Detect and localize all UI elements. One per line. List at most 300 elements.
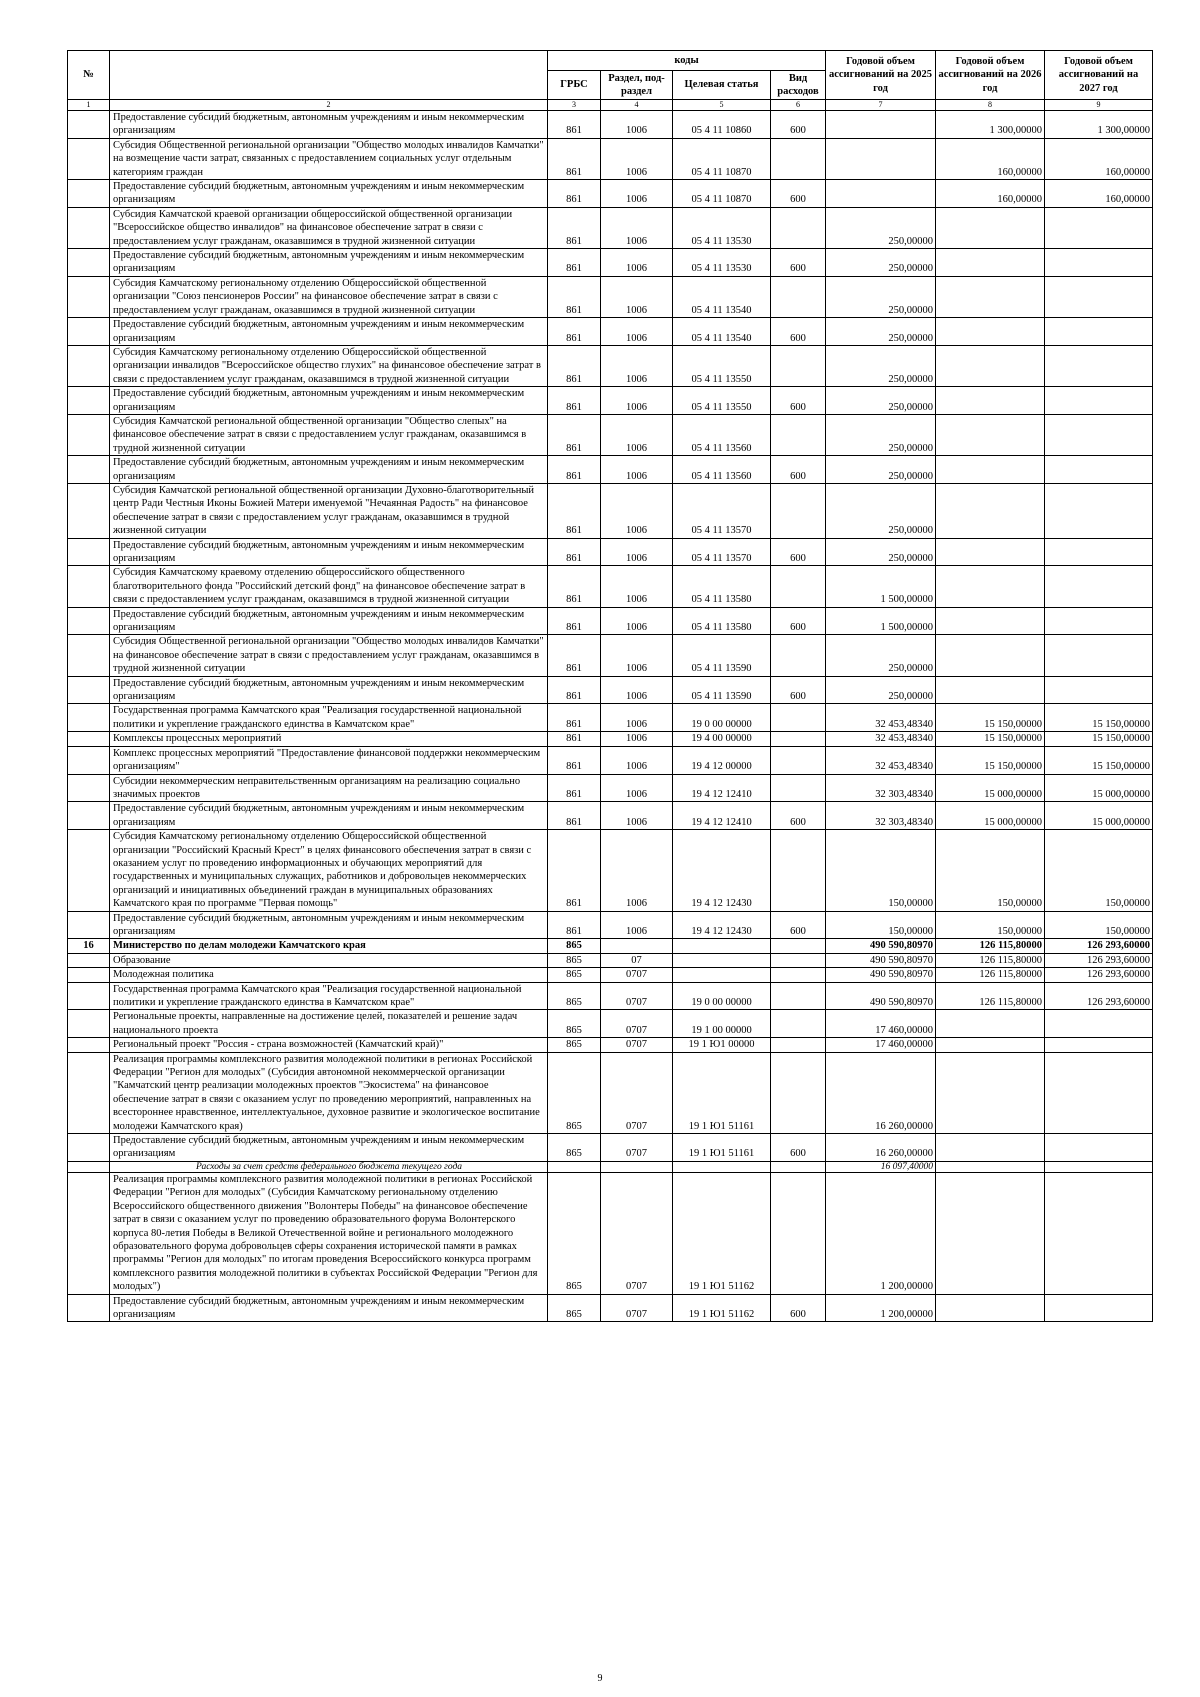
row-name: Предоставление субсидий бюджетным, автономным учреждениям и иным некоммерческим организациям: [110, 676, 548, 704]
header-codes: коды: [548, 51, 826, 71]
row-celevaya: [673, 939, 771, 953]
table-row: [68, 387, 1153, 415]
col-index-9: 9: [1045, 100, 1153, 111]
row-amount-2027: 150,00000: [1045, 830, 1153, 911]
row-name: Государственная программа Камчатского края "Реализация государственной национальной политики и укрепление гражданского единства в Камчатском крае": [110, 704, 548, 732]
row-number: [68, 249, 110, 277]
row-number: [68, 345, 110, 386]
row-amount-2026: [936, 1172, 1045, 1294]
row-name: Предоставление субсидий бюджетным, автономным учреждениям и иным некоммерческим организациям: [110, 111, 548, 139]
row-celevaya: 05 4 11 13590: [673, 635, 771, 676]
row-grbs: 865: [548, 1052, 601, 1133]
row-number: 16: [68, 939, 110, 953]
row-razdel: [601, 1161, 673, 1172]
row-amount-2025: 16 260,00000: [826, 1052, 936, 1133]
row-amount-2027: [1045, 387, 1153, 415]
row-amount-2025: 250,00000: [826, 414, 936, 455]
row-number: [68, 982, 110, 1010]
row-celevaya: [673, 968, 771, 982]
row-amount-2027: [1045, 676, 1153, 704]
row-amount-2027: 15 150,00000: [1045, 732, 1153, 746]
row-vid: 600: [771, 676, 826, 704]
row-razdel: 0707: [601, 1038, 673, 1052]
row-amount-2027: [1045, 249, 1153, 277]
row-grbs: 861: [548, 111, 601, 139]
table-row: [68, 635, 1153, 676]
row-amount-2027: [1045, 276, 1153, 317]
row-amount-2027: 126 293,60000: [1045, 968, 1153, 982]
row-vid: [771, 732, 826, 746]
row-grbs: [548, 1161, 601, 1172]
table-row: [68, 607, 1153, 635]
row-amount-2025: 250,00000: [826, 483, 936, 538]
row-vid: [771, 953, 826, 967]
header-2025: Годовой объем ассигнований на 2025 год: [826, 51, 936, 100]
row-razdel: 1006: [601, 774, 673, 802]
table-row: [68, 830, 1153, 911]
row-amount-2025: 250,00000: [826, 249, 936, 277]
col-index-8: 8: [936, 100, 1045, 111]
row-name: Государственная программа Камчатского края "Реализация государственной национальной политики и укрепление гражданского единства в Камчатском крае": [110, 982, 548, 1010]
row-number: [68, 968, 110, 982]
row-amount-2025: 1 500,00000: [826, 607, 936, 635]
row-amount-2027: [1045, 1052, 1153, 1133]
row-name: Комплекс процессных мероприятий "Предоставление финансовой поддержки некоммерческим организациям": [110, 746, 548, 774]
row-amount-2027: 150,00000: [1045, 911, 1153, 939]
row-amount-2027: [1045, 414, 1153, 455]
row-grbs: 861: [548, 456, 601, 484]
row-amount-2027: [1045, 538, 1153, 566]
row-razdel: 1006: [601, 456, 673, 484]
row-vid: 600: [771, 1134, 826, 1162]
row-celevaya: 05 4 11 10870: [673, 180, 771, 208]
row-number: [68, 802, 110, 830]
row-amount-2026: [936, 1294, 1045, 1322]
header-number: №: [68, 51, 110, 100]
row-grbs: 861: [548, 207, 601, 248]
table-row: [68, 249, 1153, 277]
row-vid: 600: [771, 607, 826, 635]
row-amount-2026: [936, 635, 1045, 676]
row-amount-2027: [1045, 566, 1153, 607]
table-row: [68, 138, 1153, 179]
row-celevaya: 19 4 00 00000: [673, 732, 771, 746]
row-celevaya: 19 1 Ю1 51162: [673, 1172, 771, 1294]
row-razdel: 07: [601, 953, 673, 967]
col-index-3: 3: [548, 100, 601, 111]
table-row: [68, 566, 1153, 607]
row-grbs: 861: [548, 345, 601, 386]
row-number: [68, 676, 110, 704]
row-number: [68, 746, 110, 774]
row-vid: 600: [771, 180, 826, 208]
row-celevaya: 05 4 11 13530: [673, 207, 771, 248]
row-amount-2026: [936, 456, 1045, 484]
row-razdel: 1006: [601, 345, 673, 386]
row-celevaya: 19 4 12 12430: [673, 911, 771, 939]
row-vid: [771, 138, 826, 179]
row-razdel: 1006: [601, 414, 673, 455]
row-amount-2025: 250,00000: [826, 387, 936, 415]
table-row: [68, 276, 1153, 317]
row-vid: [771, 207, 826, 248]
header-grbs: ГРБС: [548, 71, 601, 100]
row-razdel: 0707: [601, 1172, 673, 1294]
row-amount-2025: 16 260,00000: [826, 1134, 936, 1162]
row-grbs: 861: [548, 276, 601, 317]
table-row: [68, 1010, 1153, 1038]
row-grbs: 865: [548, 953, 601, 967]
row-grbs: 865: [548, 982, 601, 1010]
col-index-5: 5: [673, 100, 771, 111]
row-amount-2025: 250,00000: [826, 538, 936, 566]
row-vid: 600: [771, 911, 826, 939]
row-vid: 600: [771, 456, 826, 484]
row-amount-2025: 250,00000: [826, 207, 936, 248]
row-grbs: 861: [548, 676, 601, 704]
row-razdel: 0707: [601, 1134, 673, 1162]
table-row: [68, 968, 1153, 982]
row-celevaya: 05 4 11 13560: [673, 414, 771, 455]
row-vid: [771, 1010, 826, 1038]
row-vid: [771, 345, 826, 386]
row-celevaya: 05 4 11 13560: [673, 456, 771, 484]
row-amount-2027: [1045, 207, 1153, 248]
row-amount-2025: [826, 138, 936, 179]
row-celevaya: 05 4 11 13570: [673, 538, 771, 566]
row-name: Субсидия Общественной региональной организации "Общество молодых инвалидов Камчатки" на финансовое обеспечение затрат в связи с предоставлением услуг гражданам, оказавшимся в трудной жизненной ситуации: [110, 635, 548, 676]
table-row: [68, 1134, 1153, 1162]
row-grbs: 861: [548, 318, 601, 346]
table-header: [68, 51, 1153, 111]
row-vid: [771, 1161, 826, 1172]
row-name: Предоставление субсидий бюджетным, автономным учреждениям и иным некоммерческим организациям: [110, 538, 548, 566]
row-celevaya: 19 4 12 00000: [673, 746, 771, 774]
row-number: [68, 207, 110, 248]
row-celevaya: 05 4 11 13570: [673, 483, 771, 538]
row-name: Предоставление субсидий бюджетным, автономным учреждениям и иным некоммерческим организациям: [110, 249, 548, 277]
row-celevaya: [673, 953, 771, 967]
table-row: [68, 732, 1153, 746]
row-amount-2026: [936, 1134, 1045, 1162]
row-amount-2025: [826, 180, 936, 208]
row-vid: 600: [771, 318, 826, 346]
row-number: [68, 1161, 110, 1172]
header-razdel: Раздел, под-раздел: [601, 71, 673, 100]
row-amount-2025: 32 303,48340: [826, 774, 936, 802]
row-number: [68, 138, 110, 179]
row-amount-2026: [936, 1052, 1045, 1133]
row-grbs: 865: [548, 1134, 601, 1162]
row-name: Предоставление субсидий бюджетным, автономным учреждениям и иным некоммерческим организациям: [110, 1134, 548, 1162]
row-amount-2027: 15 000,00000: [1045, 774, 1153, 802]
row-grbs: 865: [548, 939, 601, 953]
row-grbs: 861: [548, 774, 601, 802]
row-razdel: 0707: [601, 982, 673, 1010]
table-row: [68, 538, 1153, 566]
row-amount-2025: 250,00000: [826, 318, 936, 346]
row-vid: [771, 939, 826, 953]
row-vid: [771, 704, 826, 732]
row-amount-2026: 15 150,00000: [936, 732, 1045, 746]
table-body: [68, 111, 1153, 1322]
row-amount-2025: 250,00000: [826, 345, 936, 386]
row-grbs: 861: [548, 607, 601, 635]
row-amount-2026: [936, 387, 1045, 415]
row-name: Молодежная политика: [110, 968, 548, 982]
row-grbs: 865: [548, 1010, 601, 1038]
row-razdel: 0707: [601, 1010, 673, 1038]
row-amount-2025: 490 590,80970: [826, 968, 936, 982]
row-amount-2025: 1 200,00000: [826, 1172, 936, 1294]
row-number: [68, 1294, 110, 1322]
row-amount-2026: 126 115,80000: [936, 968, 1045, 982]
col-index-1: 1: [68, 100, 110, 111]
row-amount-2027: 1 300,00000: [1045, 111, 1153, 139]
col-index-4: 4: [601, 100, 673, 111]
row-celevaya: 19 4 12 12410: [673, 802, 771, 830]
row-amount-2026: [936, 249, 1045, 277]
row-amount-2026: 126 115,80000: [936, 939, 1045, 953]
row-celevaya: 05 4 11 10860: [673, 111, 771, 139]
row-amount-2026: 150,00000: [936, 911, 1045, 939]
header-celevaya: Целевая статья: [673, 71, 771, 100]
row-number: [68, 732, 110, 746]
row-amount-2026: 150,00000: [936, 830, 1045, 911]
row-amount-2027: [1045, 1172, 1153, 1294]
row-number: [68, 830, 110, 911]
row-amount-2027: [1045, 456, 1153, 484]
table-row: [68, 939, 1153, 953]
row-vid: [771, 1172, 826, 1294]
header-name: [110, 51, 548, 100]
budget-table: [67, 50, 1153, 1322]
row-grbs: 861: [548, 566, 601, 607]
row-amount-2026: [936, 676, 1045, 704]
row-amount-2027: [1045, 1134, 1153, 1162]
row-celevaya: 19 1 Ю1 00000: [673, 1038, 771, 1052]
row-amount-2027: [1045, 1161, 1153, 1172]
row-amount-2026: 15 150,00000: [936, 704, 1045, 732]
row-amount-2027: [1045, 1294, 1153, 1322]
row-celevaya: 19 1 Ю1 51161: [673, 1052, 771, 1133]
row-celevaya: 19 0 00 00000: [673, 982, 771, 1010]
row-amount-2026: 15 150,00000: [936, 746, 1045, 774]
row-vid: [771, 746, 826, 774]
row-amount-2027: 15 150,00000: [1045, 704, 1153, 732]
row-amount-2025: 32 453,48340: [826, 746, 936, 774]
row-razdel: 0707: [601, 968, 673, 982]
row-amount-2025: 1 200,00000: [826, 1294, 936, 1322]
row-grbs: 861: [548, 830, 601, 911]
row-grbs: 861: [548, 704, 601, 732]
row-number: [68, 483, 110, 538]
row-razdel: 1006: [601, 538, 673, 566]
table-row: [68, 456, 1153, 484]
row-razdel: 1006: [601, 111, 673, 139]
row-number: [68, 456, 110, 484]
row-number: [68, 953, 110, 967]
table-row: [68, 111, 1153, 139]
row-amount-2026: [936, 483, 1045, 538]
row-razdel: [601, 939, 673, 953]
row-number: [68, 414, 110, 455]
row-name: Расходы за счет средств федерального бюджета текущего года: [110, 1161, 548, 1172]
table-row: [68, 1038, 1153, 1052]
row-number: [68, 635, 110, 676]
table-row: [68, 774, 1153, 802]
row-razdel: 1006: [601, 207, 673, 248]
table-row: [68, 1294, 1153, 1322]
row-amount-2027: 15 150,00000: [1045, 746, 1153, 774]
table-row: [68, 911, 1153, 939]
row-amount-2025: 490 590,80970: [826, 982, 936, 1010]
row-amount-2026: [936, 1038, 1045, 1052]
table-row: [68, 802, 1153, 830]
row-amount-2025: 32 453,48340: [826, 704, 936, 732]
row-celevaya: 05 4 11 13590: [673, 676, 771, 704]
row-name: Комплексы процессных мероприятий: [110, 732, 548, 746]
row-number: [68, 1052, 110, 1133]
row-razdel: 1006: [601, 746, 673, 774]
row-razdel: 1006: [601, 676, 673, 704]
row-celevaya: [673, 1161, 771, 1172]
row-name: Реализация программы комплексного развития молодежной политики в регионах Российской Федерации "Регион для молодых" (Субсидия автономной некоммерческой организации "Камчатский центр реализации молодежных проектов "Экосистема" на финансовое обеспечение затрат в связи с оказанием услуг по проведению мероприятий, направленных на всестороннее нравственное, интеллектуальное, духовное развитие и экологическое воспитание молодежи Камчатского края): [110, 1052, 548, 1133]
row-amount-2027: 126 293,60000: [1045, 982, 1153, 1010]
row-amount-2026: [936, 566, 1045, 607]
row-amount-2026: [936, 276, 1045, 317]
row-number: [68, 704, 110, 732]
row-vid: [771, 1038, 826, 1052]
row-amount-2025: 490 590,80970: [826, 953, 936, 967]
row-amount-2026: [936, 345, 1045, 386]
row-celevaya: 19 1 00 00000: [673, 1010, 771, 1038]
header-2026: Годовой объем ассигнований на 2026 год: [936, 51, 1045, 100]
row-vid: [771, 982, 826, 1010]
table-row: [68, 207, 1153, 248]
row-name: Предоставление субсидий бюджетным, автономным учреждениям и иным некоммерческим организациям: [110, 1294, 548, 1322]
row-amount-2026: 1 300,00000: [936, 111, 1045, 139]
header-vid: Вид расходов: [771, 71, 826, 100]
row-razdel: 0707: [601, 1294, 673, 1322]
row-amount-2026: [936, 1161, 1045, 1172]
row-celevaya: 05 4 11 13550: [673, 387, 771, 415]
row-name: Предоставление субсидий бюджетным, автономным учреждениям и иным некоммерческим организациям: [110, 180, 548, 208]
row-amount-2025: 150,00000: [826, 911, 936, 939]
row-grbs: 861: [548, 538, 601, 566]
row-amount-2026: [936, 538, 1045, 566]
row-razdel: 1006: [601, 180, 673, 208]
row-razdel: 1006: [601, 249, 673, 277]
header-2027: Годовой объем ассигнований на 2027 год: [1045, 51, 1153, 100]
row-amount-2025: 32 453,48340: [826, 732, 936, 746]
row-amount-2025: 490 590,80970: [826, 939, 936, 953]
row-name: Субсидия Камчатскому региональному отделению Общероссийской общественной организации "Российский Красный Крест" в целях финансового обеспечения затрат в связи с оказанием услуг по проведению информационных и обучающих мероприятий для государственных и муниципальных служащих, работников и добровольцев некоммерческих организаций и инициативных объединений граждан в муниципальных образованиях Камчатского края по программе "Первая помощь": [110, 830, 548, 911]
row-amount-2026: 160,00000: [936, 138, 1045, 179]
row-celevaya: 19 1 Ю1 51161: [673, 1134, 771, 1162]
row-razdel: 1006: [601, 276, 673, 317]
row-number: [68, 774, 110, 802]
row-grbs: 865: [548, 1038, 601, 1052]
row-number: [68, 180, 110, 208]
row-amount-2027: 160,00000: [1045, 180, 1153, 208]
row-celevaya: 05 4 11 13580: [673, 607, 771, 635]
row-vid: 600: [771, 802, 826, 830]
row-vid: 600: [771, 249, 826, 277]
row-amount-2026: 126 115,80000: [936, 953, 1045, 967]
row-name: Образование: [110, 953, 548, 967]
row-amount-2027: 126 293,60000: [1045, 953, 1153, 967]
row-grbs: 861: [548, 635, 601, 676]
table-row: [68, 982, 1153, 1010]
row-amount-2025: 1 500,00000: [826, 566, 936, 607]
row-amount-2027: 126 293,60000: [1045, 939, 1153, 953]
row-name: Региональные проекты, направленные на достижение целей, показателей и решение задач национального проекта: [110, 1010, 548, 1038]
row-amount-2027: [1045, 483, 1153, 538]
row-amount-2026: 126 115,80000: [936, 982, 1045, 1010]
row-grbs: 861: [548, 387, 601, 415]
row-vid: 600: [771, 1294, 826, 1322]
col-index-6: 6: [771, 100, 826, 111]
row-razdel: 0707: [601, 1052, 673, 1133]
row-number: [68, 607, 110, 635]
row-vid: [771, 566, 826, 607]
row-name: Предоставление субсидий бюджетным, автономным учреждениям и иным некоммерческим организациям: [110, 387, 548, 415]
row-number: [68, 911, 110, 939]
row-grbs: 861: [548, 414, 601, 455]
row-name: Министерство по делам молодежи Камчатского края: [110, 939, 548, 953]
row-number: [68, 1010, 110, 1038]
row-number: [68, 387, 110, 415]
row-amount-2027: [1045, 1010, 1153, 1038]
row-name: Субсидия Общественной региональной организации "Общество молодых инвалидов Камчатки" на возмещение части затрат, связанных с предоставлением социальных услуг отдельным категориям граждан: [110, 138, 548, 179]
row-vid: [771, 276, 826, 317]
table-row: [68, 345, 1153, 386]
row-amount-2025: 150,00000: [826, 830, 936, 911]
row-amount-2026: [936, 318, 1045, 346]
row-number: [68, 566, 110, 607]
row-name: Субсидии некоммерческим неправительственным организациям на реализацию социально значимых проектов: [110, 774, 548, 802]
row-number: [68, 1038, 110, 1052]
col-index-2: 2: [110, 100, 548, 111]
row-grbs: 861: [548, 911, 601, 939]
row-number: [68, 111, 110, 139]
row-vid: [771, 830, 826, 911]
row-name: Реализация программы комплексного развития молодежной политики в регионах Российской Федерации "Регион для молодых" (Субсидия Камчатскому региональному отделению Всероссийского общественного движения "Волонтеры Победы" на финансовое обеспечение затрат в связи с оказанием услуг по проведению образовательного форума Волонтерского корпуса 80-летия Победы в Великой Отечественной войне и регионального молодежного образовательного форума добровольцев сферы сохранения исторической памяти в рамках программы "Регион для молодых" по итогам проведения Всероссийского конкурса программ комплексного развития молодежной политики в субъектах Российской Федерации "Регион для молодых"): [110, 1172, 548, 1294]
row-grbs: 861: [548, 483, 601, 538]
row-razdel: 1006: [601, 802, 673, 830]
table-row: [68, 318, 1153, 346]
col-index-7: 7: [826, 100, 936, 111]
row-amount-2026: [936, 414, 1045, 455]
row-celevaya: 05 4 11 13580: [673, 566, 771, 607]
row-razdel: 1006: [601, 635, 673, 676]
row-razdel: 1006: [601, 138, 673, 179]
row-celevaya: 05 4 11 13540: [673, 318, 771, 346]
row-razdel: 1006: [601, 732, 673, 746]
row-amount-2026: 15 000,00000: [936, 774, 1045, 802]
row-amount-2026: [936, 607, 1045, 635]
table-row: [68, 676, 1153, 704]
row-amount-2027: [1045, 345, 1153, 386]
row-celevaya: 19 1 Ю1 51162: [673, 1294, 771, 1322]
row-celevaya: 05 4 11 13540: [673, 276, 771, 317]
row-amount-2027: [1045, 1038, 1153, 1052]
row-amount-2025: 32 303,48340: [826, 802, 936, 830]
row-number: [68, 318, 110, 346]
row-grbs: 865: [548, 1172, 601, 1294]
row-amount-2027: [1045, 635, 1153, 676]
